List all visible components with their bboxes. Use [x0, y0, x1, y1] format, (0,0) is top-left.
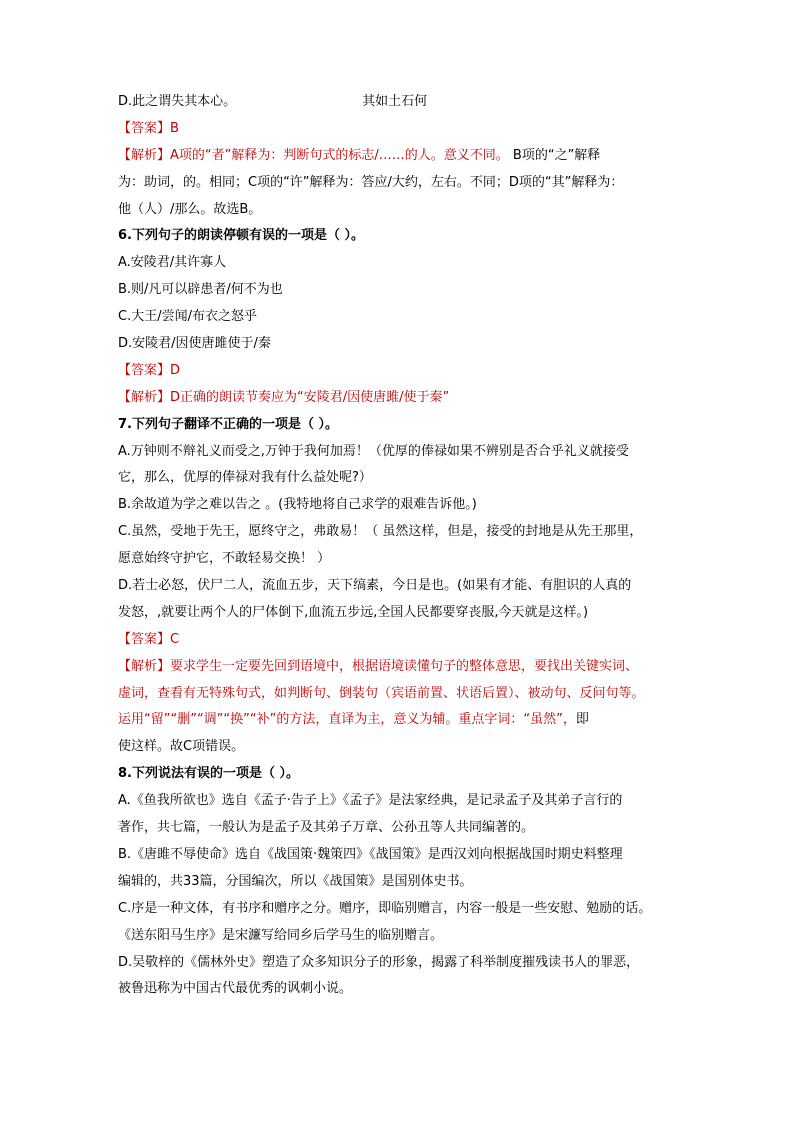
answer-tag: 【答案】 — [118, 631, 171, 647]
q5-analysis-line-1 — [118, 146, 680, 166]
q5-analysis-line-3: 他（人）/那么。故选B。 — [118, 201, 262, 217]
q8-line-2: 著作，共七篇，一般认为是孟子及其弟子万章、公孙丑等人共同编著的。 — [118, 820, 535, 836]
q5-analysis-line-2: 为：助词，的。相同；C项的“许”解释为：答应/大约，左右。不同；D项的“其”解释为： — [118, 174, 624, 190]
q7-line-6: D.若士必怒，伏尸二人，流血五步，天下缟素，今日是也。(如果有才能、有胆识的人真的 — [118, 578, 632, 594]
q7-analysis-3a: 运用“留”“删”“调”“换”“补”的方法，直译为主，意义为辅。重点字词：“虽然”， — [118, 712, 576, 728]
q6-option-c: C.大王/尝闻/布衣之怒乎 — [118, 309, 257, 325]
q7-line-7: 发怒，,就要让两个人的尸体倒下,血流五步远,全国人民都要穿丧服,今天就是这样。) — [118, 604, 589, 620]
q7-answer-value: C — [170, 631, 180, 647]
q8-line-6: 《送东阳马生序》是宋濂写给同乡后学马生的临别赠言。 — [118, 927, 444, 943]
q5-analysis-1c: B项的“之”解释 — [508, 147, 601, 163]
q7-analysis-line-1 — [118, 657, 680, 677]
q6-analysis-a: D正确的 — [170, 389, 220, 405]
q6-analysis-b: 朗读节奏应为“安陵君/因使唐雎/使于秦” — [219, 389, 450, 405]
q6-question: 6.下列句子的朗读停顿有误的一项是（ ）。 — [118, 228, 365, 244]
q7-analysis-line-2: 虚词，查看有无特殊句式，如判断句、倒装句（宾语前置、状语后置）、被动句、反问句等。 — [118, 685, 645, 701]
q6-option-b: B.则/凡可以辟患者/何不为也 — [118, 282, 283, 298]
analysis-tag: 【解析】 — [118, 147, 171, 163]
q6-option-d: D.安陵君/因使唐雎使于/秦 — [118, 336, 271, 352]
q6-analysis — [118, 388, 680, 408]
q7-line-5: 愿意始终守护它，不敢轻易交换！ ） — [118, 551, 331, 567]
q5-answer — [118, 119, 680, 139]
q7-analysis-1: 要求学生一定要先回到语境中，根据语境读懂句子的整体意思，要找出关键实词、 — [170, 658, 639, 674]
q5-answer-value: B — [170, 120, 179, 136]
q8-line-1: A.《鱼我所欲也》选自《孟子·告子上》《孟子》是法家经典，是记录孟子及其弟子言行的 — [118, 793, 623, 809]
q5-option-d-left: D.此之谓失其本心。 — [118, 94, 237, 109]
q8-line-5: C.序是一种文体，有书序和赠序之分。赠序，即临别赠言，内容一般是一些安慰、勉励的话。 — [118, 900, 652, 916]
q7-analysis-3b: 即 — [575, 712, 589, 728]
analysis-tag: 【解析】 — [118, 389, 171, 405]
q7-answer — [118, 630, 680, 650]
q8-question: 8.下列说法有误的一项是（ ）。 — [118, 766, 300, 782]
q8-line-7: D.吴敬梓的《儒林外史》塑造了众多知识分子的形象，揭露了科举制度摧残读书人的罪恶， — [118, 954, 640, 970]
q8-line-3: B.《唐雎不辱使命》选自《战国策·魏策四》《战国策》是西汉刘向根据战国时期史料整理 — [118, 846, 623, 862]
q5-option-d-right: 其如土石何 — [362, 94, 428, 109]
analysis-tag: 【解析】 — [118, 658, 171, 674]
q8-line-4: 编辑的，共33篇，分国编次，所以《战国策》是国别体史书。 — [118, 873, 473, 889]
answer-tag: 【答案】 — [118, 362, 171, 378]
q5-analysis-1a: A项的“者”解释为：判断句式的标志/ — [170, 147, 379, 163]
q7-question: 7.下列句子翻译不正确的一项是（ ）。 — [118, 416, 339, 432]
q6-answer — [118, 361, 680, 381]
q5-option-d — [118, 92, 680, 112]
q6-answer-value: D — [170, 362, 181, 378]
answer-tag: 【答案】 — [118, 120, 171, 136]
q6-option-a: A.安陵君/其许寡人 — [118, 255, 227, 271]
q7-line-1: A.万钟则不辩礼义而受之,万钟于我何加焉！（优厚的俸禄如果不辨别是否合乎礼义就接受 — [118, 443, 629, 459]
q7-analysis-line-3 — [118, 710, 680, 730]
q5-analysis-1b: ……的人。意义不同。 — [378, 147, 509, 163]
q7-analysis-line-4: 使这样。故C项错误。 — [118, 739, 245, 755]
q7-line-2: 它，那么，优厚的俸禄对我有什么益处呢?） — [118, 470, 372, 486]
q7-line-4: C.虽然，受地于先王，愿终守之，弗敢易！（ 虽然这样，但是，接受的封地是从先王那里， — [118, 524, 643, 540]
q8-line-8: 被鲁迅称为中国古代最优秀的讽刺小说。 — [118, 981, 353, 997]
document-page — [118, 92, 680, 1006]
q7-line-3: B.余故道为学之难以告之 。(我特地将自己求学的艰难告诉他。) — [118, 497, 477, 513]
